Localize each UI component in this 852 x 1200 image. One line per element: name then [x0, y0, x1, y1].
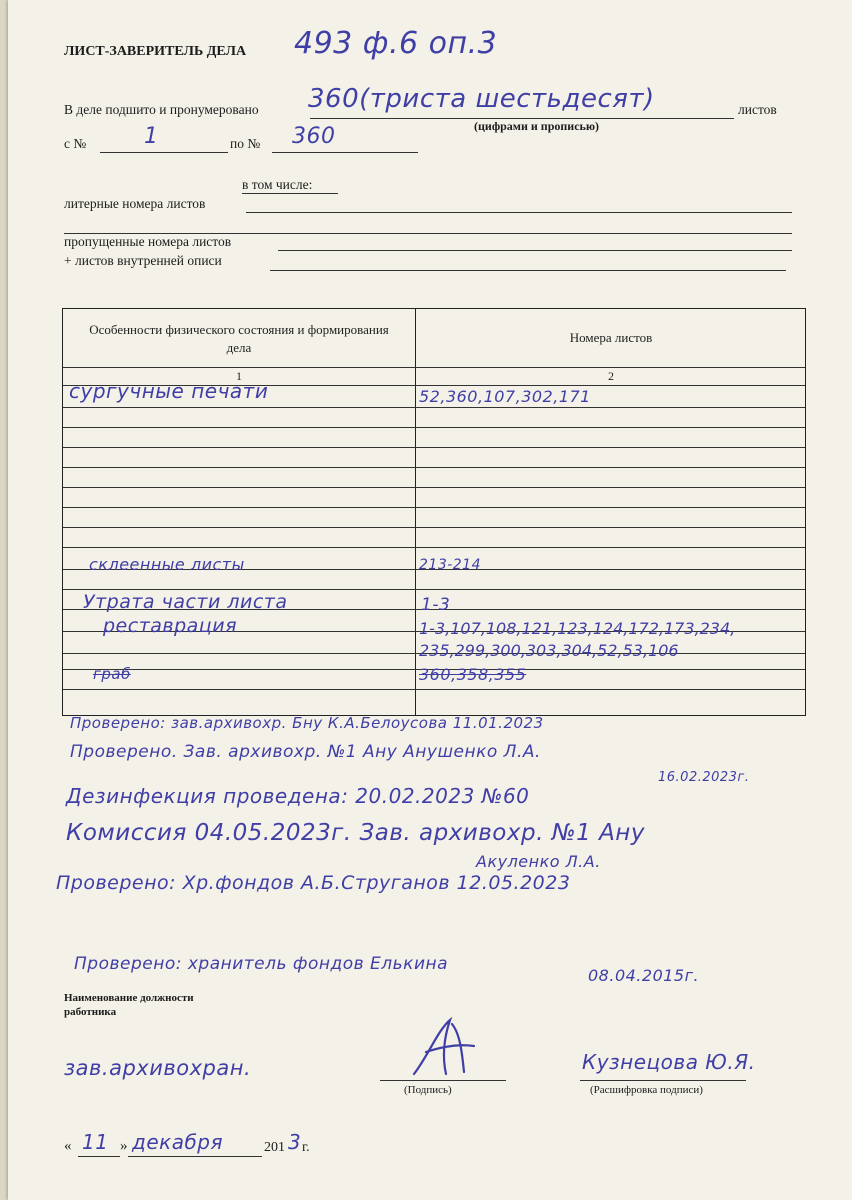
row-sheets: 1-3	[421, 595, 451, 615]
table-rule	[63, 507, 805, 508]
row-sheets: 52,360,107,302,171	[419, 387, 591, 406]
note-verified-4-date: 08.04.2015г.	[588, 966, 700, 985]
table-rule	[63, 407, 805, 408]
note-verified-1: Проверено: зав.архивохр. Бну К.А.Белоусова 11.01.2023	[70, 714, 544, 732]
from-label: с №	[64, 136, 87, 151]
count-label: В деле подшито и пронумеровано	[64, 102, 259, 117]
date-month-line	[128, 1156, 262, 1157]
col1-number: 1	[236, 369, 242, 383]
letter-numbers-line	[246, 212, 792, 213]
date-suffix: г.	[302, 1140, 310, 1155]
including-label: в том числе:	[242, 177, 313, 192]
to-label: по №	[230, 136, 261, 151]
note-disinfection: Дезинфекция проведена: 20.02.2023 №60	[66, 784, 530, 808]
signature-line	[380, 1080, 506, 1081]
signature-label: (Подпись)	[404, 1084, 452, 1096]
missing-numbers-label: пропущенные номера листов	[64, 234, 232, 249]
table-rule	[63, 547, 805, 548]
date-open-quote: «	[64, 1138, 72, 1154]
document-sheet	[8, 0, 852, 1200]
table-rule	[63, 689, 805, 690]
case-number: 493 ф.6 оп.3	[294, 26, 498, 61]
note-verified-2: Проверено. Зав. архивохр. №1 Ану Анушенко Л.А.	[70, 742, 541, 762]
date-month: декабря	[132, 1130, 224, 1154]
row-feature: сургучные печати	[69, 379, 269, 403]
note-commission: Комиссия 04.05.2023г. Зав. архивохр. №1 Ану	[66, 820, 645, 846]
note-verified-2-date: 16.02.2023г.	[658, 770, 750, 785]
date-year: 3	[288, 1130, 302, 1154]
count-value: 360(триста шестьдесят)	[308, 84, 655, 114]
table-rule	[63, 487, 805, 488]
physical-condition-table	[62, 308, 806, 716]
position-label-2: работника	[64, 1006, 117, 1018]
from-value: 1	[144, 124, 159, 149]
decoding-line	[580, 1080, 746, 1081]
date-close-quote: »	[120, 1138, 128, 1154]
position-label: Наименование должности	[64, 992, 194, 1004]
note-commission-name: Акуленко Л.А.	[476, 852, 601, 871]
table-rule	[63, 527, 805, 528]
row-feature-struck: граб	[93, 665, 131, 683]
including-underline	[242, 193, 338, 194]
row-feature: реставрация	[103, 615, 238, 637]
col2-header: Номера листов	[569, 330, 653, 345]
count-unit: листов	[738, 102, 777, 117]
row-sheets-struck: 360,358,355	[419, 665, 527, 684]
signature-glyph	[404, 1016, 484, 1080]
row-sheets: 213-214	[419, 557, 481, 573]
row-sheets: 1-3,107,108,121,123,124,172,173,234,	[419, 619, 736, 638]
count-hint: (цифрами и прописью)	[474, 119, 600, 133]
inner-inventory-line	[270, 270, 786, 271]
letter-numbers-label: литерные номера листов	[64, 196, 206, 211]
date-day-line	[78, 1156, 120, 1157]
row-feature: склеенные листы	[89, 555, 245, 574]
table-rule	[63, 589, 805, 590]
date-day: 11	[82, 1130, 109, 1154]
table-rule	[63, 427, 805, 428]
to-value: 360	[292, 124, 336, 149]
decoding-value: Кузнецова Ю.Я.	[582, 1050, 756, 1074]
document-title: ЛИСТ-ЗАВЕРИТЕЛЬ ДЕЛА	[64, 44, 247, 59]
date-year-prefix: 201	[264, 1140, 285, 1155]
position-value: зав.архивохран.	[64, 1056, 252, 1080]
missing-numbers-line	[278, 250, 792, 251]
to-underline	[272, 152, 418, 153]
col1-header: Особенности физического состояния и формирования дела	[89, 322, 389, 355]
col2-number: 2	[608, 369, 614, 383]
table-rule	[63, 467, 805, 468]
note-verified-3: Проверено: Хр.фондов А.Б.Струганов 12.05.2023	[56, 872, 571, 894]
table-rule	[63, 447, 805, 448]
decoding-label: (Расшифровка подписи)	[590, 1084, 703, 1096]
row-sheets: 235,299,300,303,304,52,53,106	[419, 641, 679, 660]
inner-inventory-label: + листов внутренней описи	[64, 253, 222, 268]
row-feature: Утрата части листа	[83, 591, 288, 613]
from-underline	[100, 152, 228, 153]
note-verified-4: Проверено: хранитель фондов Елькина	[74, 954, 449, 974]
